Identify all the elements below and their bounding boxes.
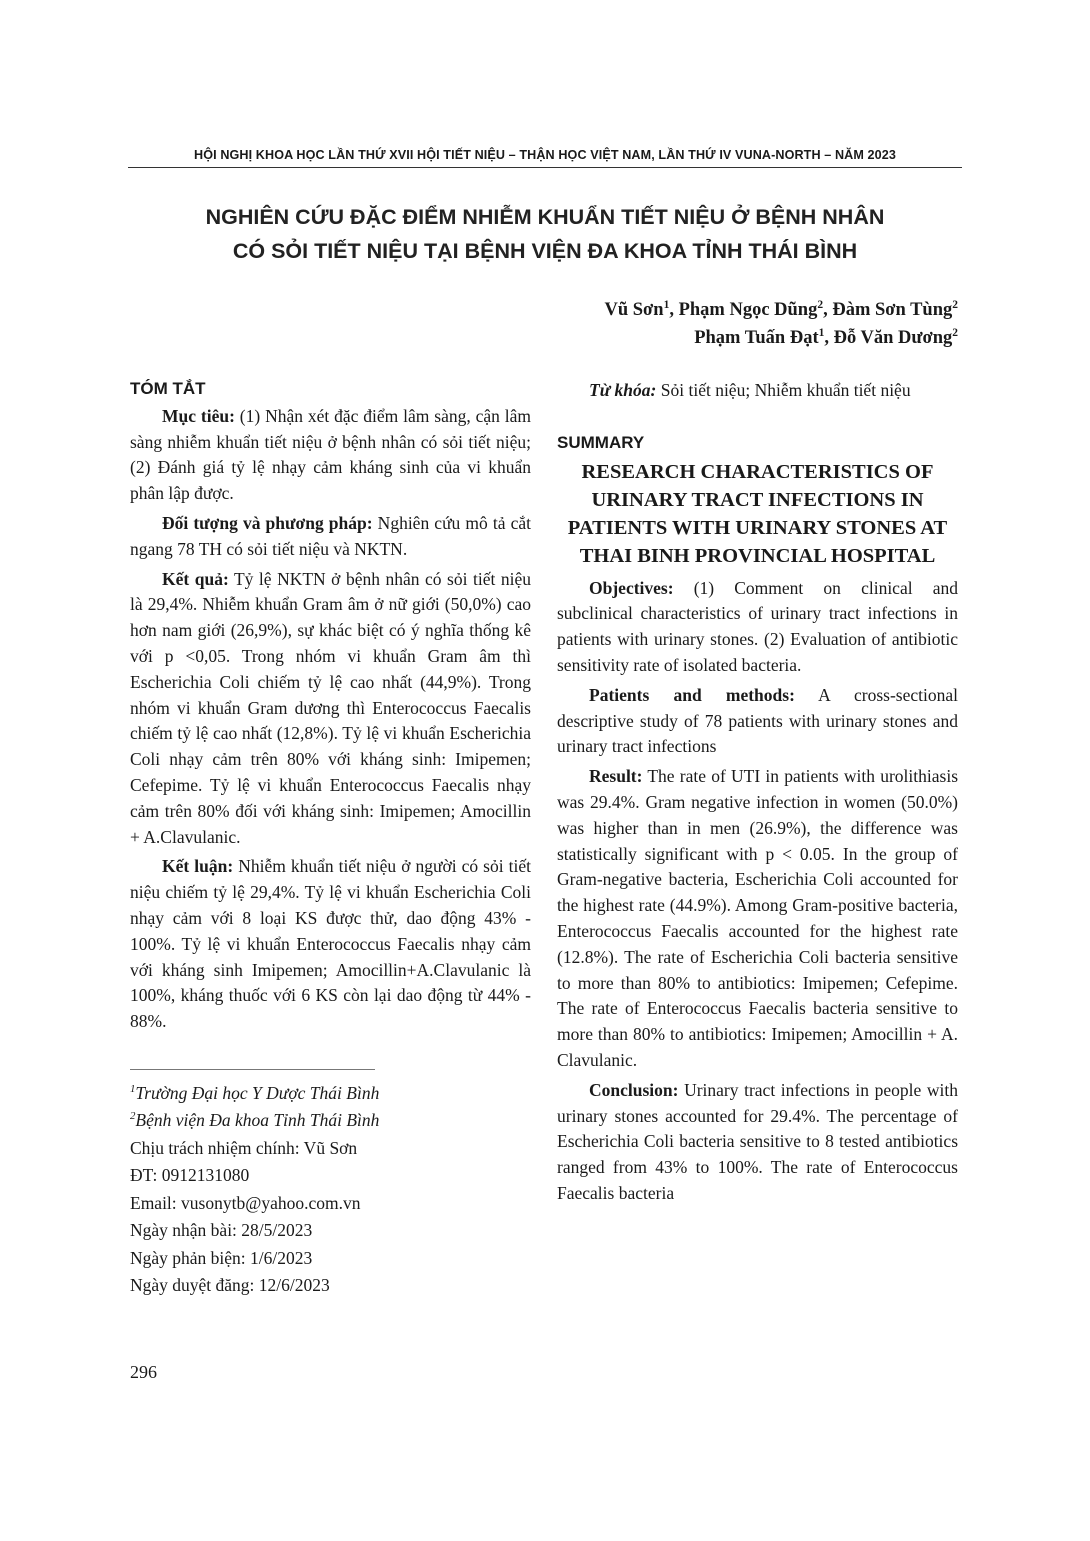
summary-result	[557, 764, 958, 1074]
left-column	[130, 376, 531, 1300]
author-line-1: Vũ Sơn$^1$, Phạm Ngọc Dũng$^2$, Đàm Sơn Tùng$^2$	[604, 298, 958, 320]
conclusion-label: Kết luận:	[162, 856, 234, 877]
author-name: Phạm Ngọc Dũng	[678, 300, 818, 320]
author-name: Đỗ Văn Dương	[833, 328, 953, 348]
methods-label: Đối tượng và phương pháp:	[162, 512, 373, 533]
running-header: HỘI NGHỊ KHOA HỌC LẦN THỨ XVII HỘI TIẾT NIỆU – THẬN HỌC VIỆT NAM, LẦN THỨ IV VUNA-NORTH – NĂM 2023	[194, 148, 896, 162]
results-label: Kết quả:	[162, 568, 229, 589]
english-title: RESEARCH CHARACTERISTICS OF URINARY TRACT INFECTIONS IN PATIENTS WITH URINARY STONES AT THAI BINH PROVINCIAL HOSPITAL	[567, 460, 948, 567]
objectives-label: Objectives:	[589, 577, 674, 598]
header-rule	[128, 167, 962, 168]
author-affiliation: 1	[663, 298, 670, 311]
patients-methods-label: Patients and methods:	[589, 684, 795, 705]
right-column	[557, 376, 958, 1211]
paper-title	[128, 200, 962, 268]
keywords	[557, 378, 958, 404]
author-name: Đàm Sơn Tùng	[832, 300, 953, 320]
result-text: The rate of UTI in patients with urolithiasis was 29.4%. Gram negative infection in women (50.0%) was higher than in men (26.9%), the difference was statistically significant with p < 0.05. In the group of Gram-negative bacteria, Escherichia Coli accounted for the highest rate (44.9%). Among Gram-positive bacteria, Enterococcus Faecalis accounted for the highest rate (12.8%). The rate of Escherichia Coli bacteria sensitive to more than 80% to antibiotics: Imipemen; Cefepime. The rate of Enterococcus Faecalis bacteria sensitive to more than 80% to antibiotics: Imipemen; Amocillin + A. Clavulanic.	[557, 766, 958, 1070]
summary-conclusion	[557, 1078, 958, 1207]
title-line-2: CÓ SỎI TIẾT NIỆU TẠI BỆNH VIỆN ĐA KHOA TỈNH THÁI BÌNH	[232, 239, 858, 263]
date-received: Ngày nhận bài: 28/5/2023	[130, 1220, 313, 1241]
date-reviewed: Ngày phản biện: 1/6/2023	[130, 1247, 313, 1268]
author-affiliation: 2	[952, 298, 958, 311]
summary-methods	[557, 683, 958, 760]
abstract-methods	[130, 511, 531, 563]
abstract-objective	[130, 404, 531, 507]
en-conclusion-label: Conclusion:	[589, 1079, 679, 1100]
affiliation-1: $^1$Trường Đại học Y Dược Thái Bình	[130, 1082, 380, 1103]
page-number: 296	[130, 1362, 157, 1382]
author-name: Phạm Tuấn Đạt	[694, 328, 819, 348]
objectives-text: (1) Comment on clinical and subclinical characteristics of urinary tract infections in patients with urinary stones. (2) Evaluation of antibiotic sensitivity rate of isolated bacteria.	[557, 577, 958, 675]
result-label: Result:	[589, 766, 643, 787]
conclusion-text: Nhiễm khuẩn tiết niệu ở người có sỏi tiết niệu chiếm tỷ lệ 29,4%. Tỷ lệ vi khuẩn Escherichia Coli nhạy cảm với 8 loại KS được thử, dao động 43% - 100%. Tỷ lệ vi khuẩn Enterococcus Faecalis nhạy cảm với kháng sinh Imipemen; Amocillin+A.Clavulanic là 100%, kháng thuốc với 6 KS còn lại dao động từ 44% - 88%.	[130, 856, 531, 1032]
methods-text: Nghiên cứu mô tả cắt ngang 78 TH có sỏi tiết niệu và NKTN.	[130, 512, 531, 559]
keywords-text: Sỏi tiết niệu; Nhiễm khuẩn tiết niệu	[656, 380, 911, 400]
date-accepted: Ngày duyệt đăng: 12/6/2023	[130, 1275, 330, 1296]
author-affiliation: 2	[952, 326, 958, 339]
en-conclusion-text: Urinary tract infections in people with urinary stones accounted for 29.4%. The percentage of Escherichia Coli bacteria sensitive to 8 tested antibiotics ranged from 43% to 100%. The rate of Enterococcus Faecalis bacteria	[557, 1079, 958, 1203]
abstract-conclusion	[130, 854, 531, 1035]
summary-objectives	[557, 576, 958, 679]
keywords-label: Từ khóa:	[589, 380, 657, 400]
title-line-1: NGHIÊN CỨU ĐẶC ĐIỂM NHIỄM KHUẨN TIẾT NIỆU Ở BỆNH NHÂN	[205, 205, 885, 229]
summary-heading: SUMMARY	[557, 432, 645, 452]
phone-number: ĐT: 0912131080	[130, 1165, 250, 1186]
author-affiliation: 2	[817, 298, 824, 311]
affiliation-2: $^2$Bệnh viện Đa khoa Tỉnh Thái Bình	[130, 1110, 380, 1131]
patients-methods-text: A cross-sectional descriptive study of 78 patients with urinary stones and urinary tract infections	[557, 684, 958, 757]
footnote-rule	[130, 1069, 375, 1070]
objective-text: (1) Nhận xét đặc điểm lâm sàng, cận lâm sàng nhiễm khuẩn tiết niệu ở bệnh nhân có sỏi tiết niệu; (2) Đánh giá tỷ lệ nhạy cảm kháng sinh của vi khuẩn phân lập được.	[130, 405, 531, 504]
email-address: Email: vusonytb@yahoo.com.vn	[130, 1192, 361, 1213]
abstract-results	[130, 567, 531, 851]
author-affiliation: 1	[818, 326, 825, 339]
corresponding-author: Chịu trách nhiệm chính: Vũ Sơn	[130, 1137, 358, 1158]
author-name: Vũ Sơn	[604, 300, 664, 320]
abstract-heading: TÓM TẮT	[130, 379, 206, 398]
author-list	[604, 296, 958, 352]
objective-label: Mục tiêu:	[162, 405, 235, 426]
author-line-2: Phạm Tuấn Đạt$^1$, Đỗ Văn Dương$^2$	[694, 326, 958, 348]
results-text: Tỷ lệ NKTN ở bệnh nhân có sỏi tiết niệu là 29,4%. Nhiễm khuẩn Gram âm ở nữ giới (50,0%) cao hơn nam giới (26,9%), sự khác biệt có ý nghĩa thống kê với p <0,05. Trong nhóm vi khuẩn Gram âm thì Escherichia Coli chiếm tỷ lệ cao nhất (44,9%). Trong nhóm vi khuẩn Gram dương thì Enterococcus Faecalis chiếm tỷ lệ cao nhất (12,8%). Tỷ lệ vi khuẩn Escherichia Coli nhạy cảm trên 80% với kháng sinh: Imipemen; Cefepime. Tỷ lệ vi khuẩn Enterococcus Faecalis nhạy cảm trên 80% đối với kháng sinh: Imipemen; Amocillin + A.Clavulanic.	[130, 568, 531, 847]
